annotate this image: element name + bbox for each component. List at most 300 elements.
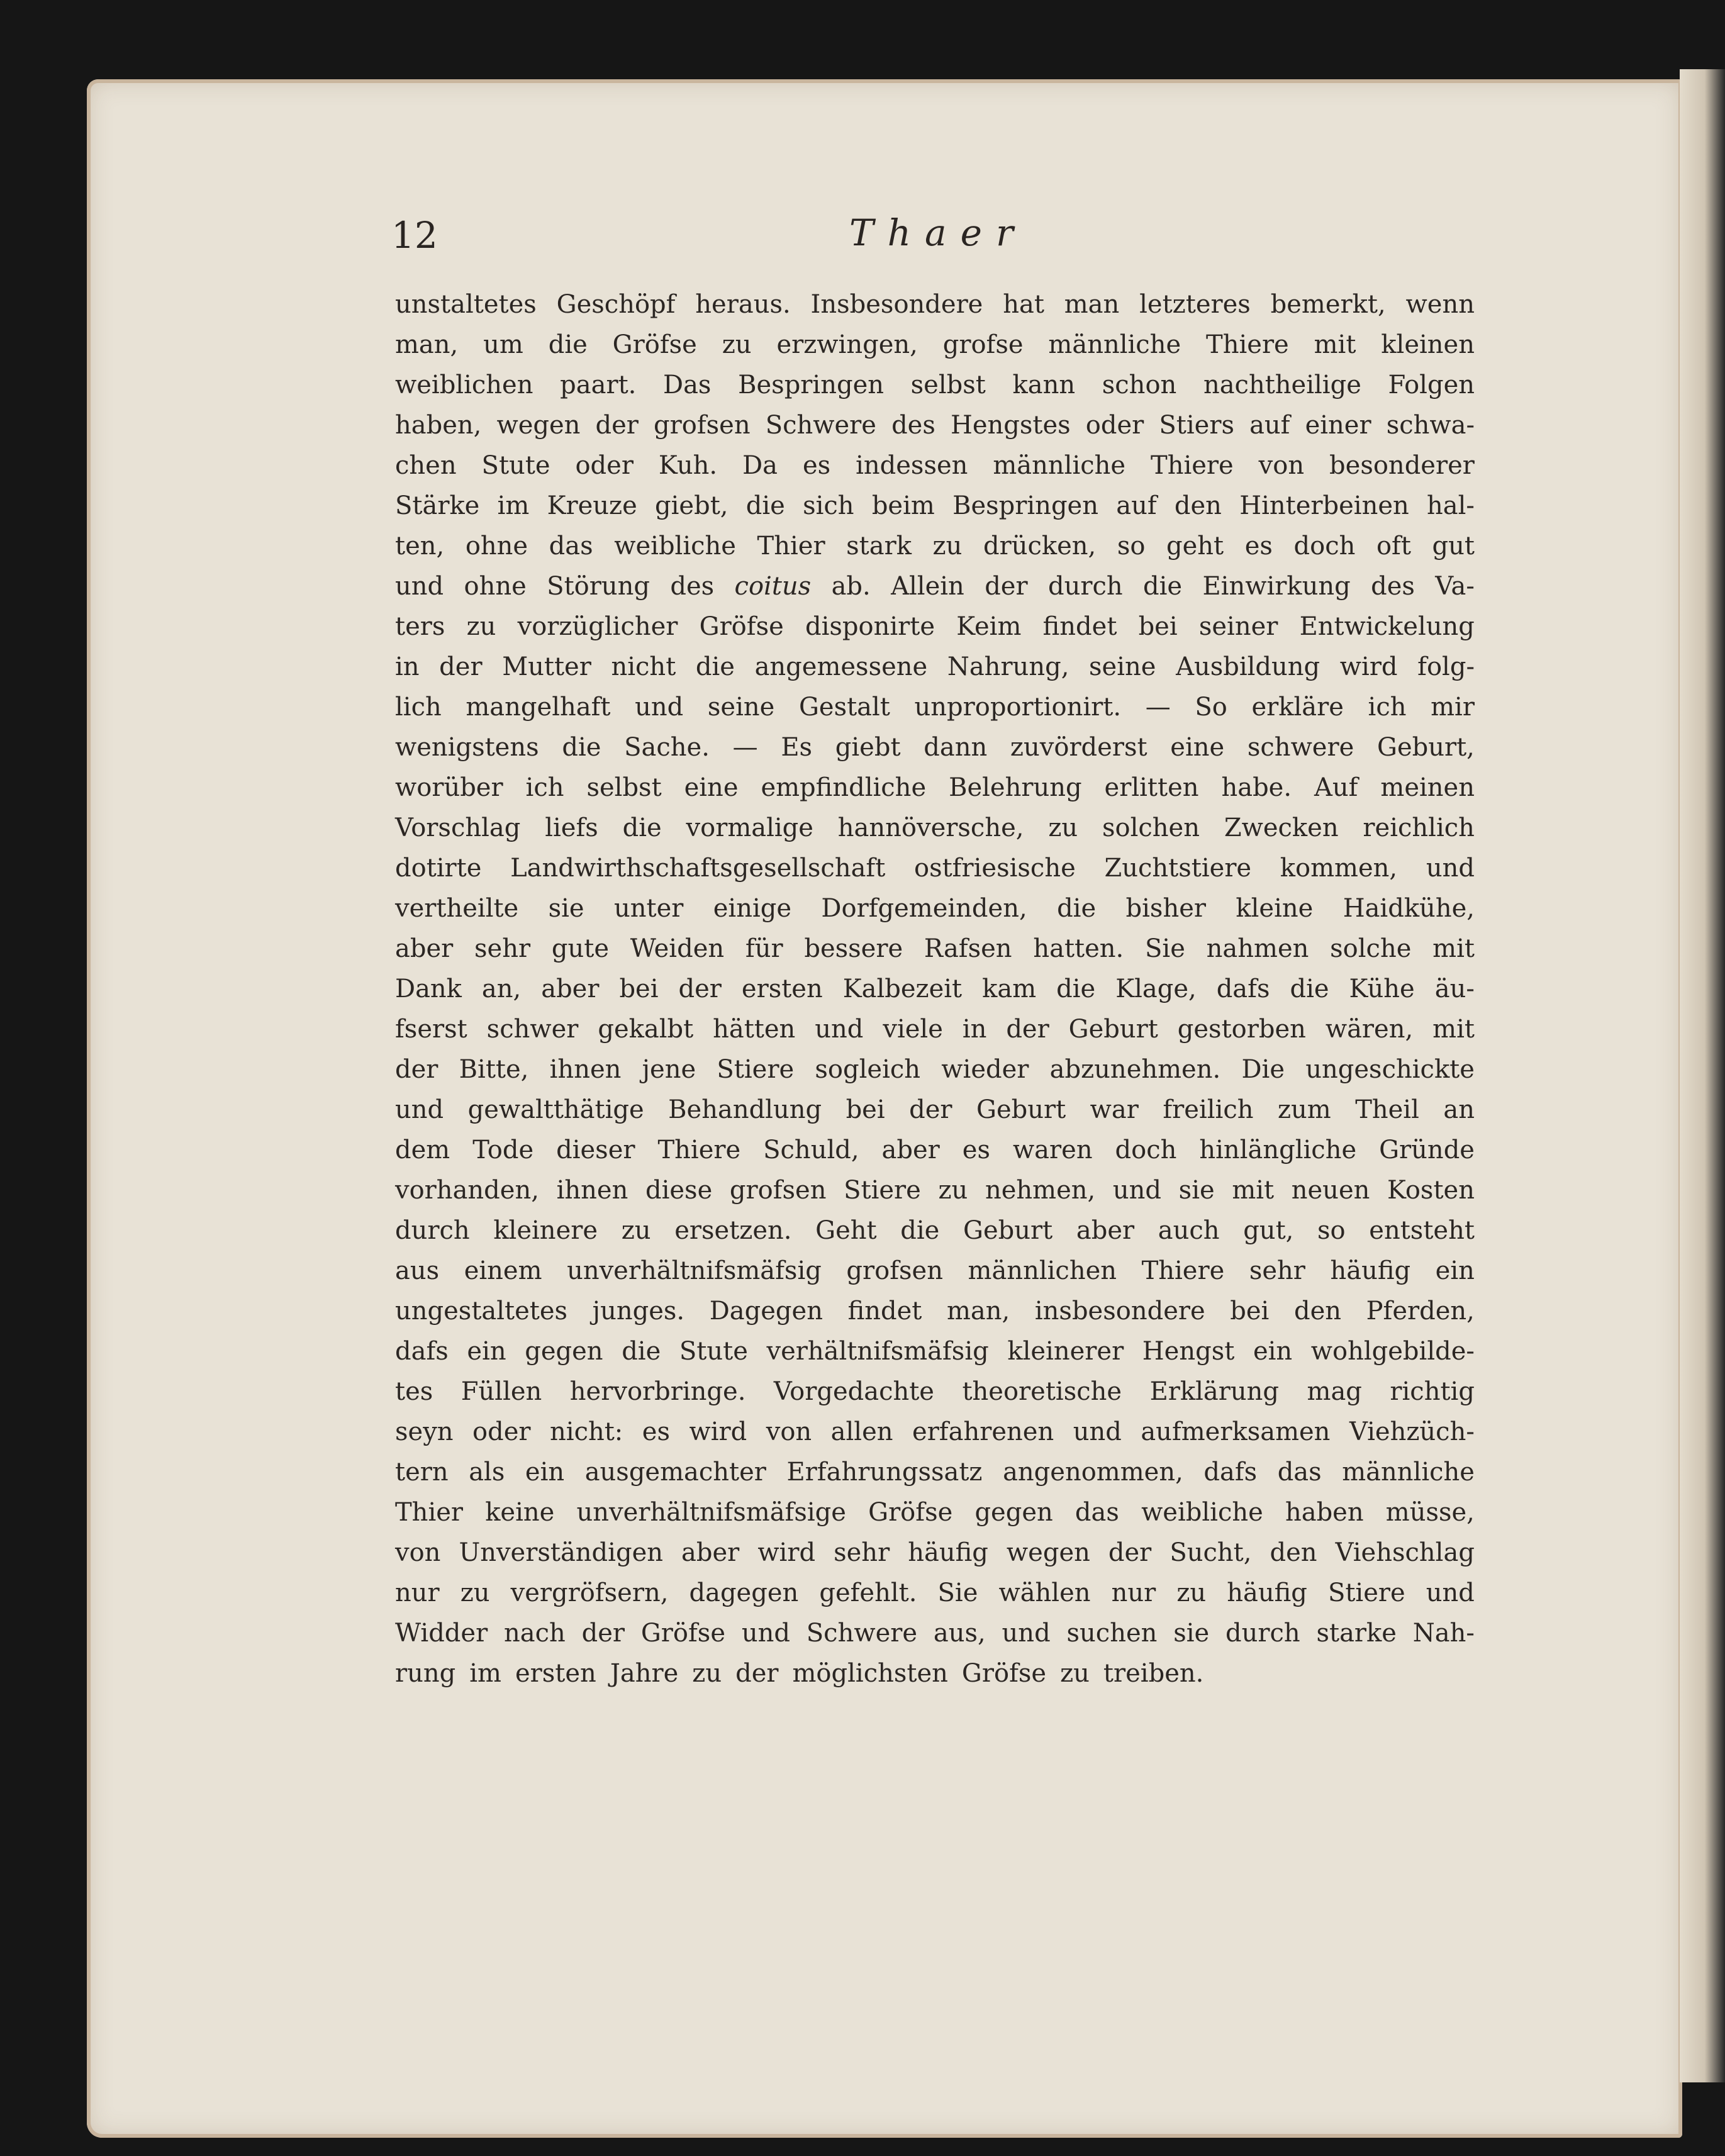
word: weibliche [1141,1498,1263,1527]
word: gut [1432,532,1475,561]
word: waren [1012,1136,1093,1165]
word: zu [692,1659,722,1688]
text-line [395,1291,1475,1331]
text-line [395,526,1475,566]
word: Kalbezeit [842,975,963,1003]
word: giebt, [655,491,729,520]
word: sie [1178,1176,1215,1205]
word: dann [924,733,988,762]
word: unter [613,894,684,923]
word: Sache. [624,733,710,762]
word: kleinere [493,1216,598,1245]
word: mir [1431,693,1475,722]
word: vorhanden, [395,1176,539,1205]
word: der [1108,1538,1152,1567]
word: Keim [956,612,1022,641]
word: stark [846,532,912,561]
word: besonderer [1329,451,1475,480]
text-line [395,1049,1475,1090]
word: selbst [586,773,662,802]
word: auf [1116,491,1157,520]
word: gut, [1243,1216,1294,1245]
word: Jahre [610,1659,679,1688]
word: angemessene [754,652,928,681]
word: die [900,1216,940,1245]
word: Füllen [461,1377,542,1406]
word: gegen [974,1498,1053,1527]
word: den [1293,1297,1342,1326]
text-line [395,1573,1475,1613]
word: Gründe [1379,1136,1475,1165]
word: Schwere [806,1619,918,1648]
word: treiben. [1103,1659,1204,1688]
word: möglichsten [792,1659,948,1688]
word: Kreuze [547,491,637,520]
word: bei [846,1095,885,1124]
word: kleinen [1381,330,1475,359]
word: wird [1339,652,1398,681]
next-page-edge [1680,69,1725,2082]
word: Gröfse [868,1498,953,1527]
word: in [395,652,420,681]
word: theoretische [962,1377,1122,1406]
word: solchen [1102,813,1200,842]
text-line [395,486,1475,526]
word: erkläre [1251,693,1344,722]
word: Vorschlag [395,813,521,842]
word: chen [395,451,457,480]
word: Allein [891,572,964,601]
word: die [1056,975,1096,1003]
word: Kuh. [658,451,718,480]
word: erfahrenen [912,1417,1054,1446]
word: wählen [998,1578,1091,1607]
word: Thiere [1151,451,1234,480]
word: die [622,813,662,842]
word: insbesondere [1034,1297,1205,1326]
word: hat [1003,290,1044,319]
word: sich [803,491,854,520]
word: seyn [395,1417,454,1446]
word: kann [1012,371,1076,399]
word: so [1317,1216,1346,1245]
word: Folgen [1388,371,1475,399]
word: Ausbildung [1176,652,1320,681]
word: ters [395,612,445,641]
word: oder [575,451,634,480]
word: ein [525,1458,565,1487]
word: bei [619,975,659,1003]
word: kleinerer [1007,1337,1124,1366]
word: dieser [556,1136,635,1165]
word: aber [1076,1216,1135,1245]
word: ersten [515,1659,596,1688]
text-line [395,325,1475,365]
word: grofse [942,330,1024,359]
word: ein [1435,1256,1475,1285]
word: grofsen [846,1256,943,1285]
word: aus, [933,1619,986,1648]
word: freilich [1163,1095,1254,1124]
word: Viehzüch- [1349,1417,1475,1446]
word: von [395,1538,441,1567]
word: Hengst [1142,1337,1235,1366]
word: Rafsen [924,934,1012,963]
word: die [1143,572,1183,601]
word: als [469,1458,505,1487]
text-line [395,687,1475,727]
word: mag [1307,1377,1362,1406]
word: der [909,1095,952,1124]
word: in [962,1015,987,1044]
text-line [395,848,1475,888]
word: entsteht [1369,1216,1475,1245]
word: Va- [1435,572,1475,601]
word: Stute [481,451,550,480]
word: doch [1115,1136,1177,1165]
word: aber [541,975,600,1003]
word: paart. [560,371,637,399]
word: Zwecken [1224,813,1339,842]
word: der [581,1619,625,1648]
word: ab. [831,572,871,601]
word: Landwirthschaftsgesellschaft [510,854,886,883]
text-line [395,1613,1475,1653]
word: letzteres [1139,290,1251,319]
word: Das [663,371,712,399]
word: äu- [1434,975,1475,1003]
text-line [395,1331,1475,1371]
word: verhältnifsmäfsig [766,1337,989,1366]
word: sehr [834,1538,890,1567]
word: häufig [1330,1256,1411,1285]
word: man [1064,290,1120,319]
word: einige [713,894,792,923]
word: ich [525,773,564,802]
word: zu [1048,813,1078,842]
text-line [395,1412,1475,1452]
word: auch [1158,1216,1220,1245]
word: und [1073,1417,1122,1446]
word: hervorbringe. [569,1377,746,1406]
word: gekalbt [598,1015,694,1044]
word: Sie [1145,934,1185,963]
word: die [695,652,735,681]
text-line [395,808,1475,848]
word: Nah- [1412,1619,1475,1648]
word: durch [1225,1619,1300,1648]
text-line [395,365,1475,405]
word: findet [847,1297,922,1326]
text-line [395,768,1475,808]
word: grofsen [729,1176,827,1205]
word: Belehrung [949,773,1082,802]
word: dotirte [395,854,482,883]
word: Sucht, [1170,1538,1252,1567]
word: bessere [804,934,903,963]
word: fserst [395,1015,467,1044]
word: wegen [1006,1538,1090,1567]
word: Thiere [1141,1256,1225,1285]
text-line [395,1090,1475,1130]
word: reichlich [1363,813,1475,842]
word: Stiers [1159,411,1234,440]
word: Behandlung [668,1095,822,1124]
word: der [1006,1015,1049,1044]
word: wird [757,1538,816,1567]
word: der [678,975,722,1003]
word: sogleich [815,1055,921,1084]
word: empfindliche [761,773,927,802]
word: sehr [1249,1256,1305,1285]
word: viele [883,1015,943,1044]
word: Da [742,451,778,480]
word: drücken, [983,532,1097,561]
word: Sie [937,1578,978,1607]
word: kleine [1236,894,1314,923]
word: der [439,652,483,681]
text-line [395,1653,1475,1694]
word: zu [1060,1659,1090,1688]
word: Geburt [1068,1015,1158,1044]
word: Dorfgemeinden, [821,894,1027,923]
word: Geburt [963,1216,1053,1245]
word: schon [1102,371,1177,399]
word: ein [467,1337,506,1366]
word: Pferden, [1366,1297,1475,1326]
word: weibliche [614,532,736,561]
word: Entwickelung [1299,612,1475,641]
word: an [1443,1095,1475,1124]
word: Widder [395,1619,488,1648]
text-line [395,1251,1475,1291]
word: Störung [547,572,650,601]
word: Thiere [1206,330,1289,359]
word: sie [1173,1619,1210,1648]
word: Geht [815,1216,877,1245]
word: ersetzen. [674,1216,792,1245]
word: es [1244,532,1273,561]
word: tes [395,1377,433,1406]
text-line [395,606,1475,647]
text-line [395,1130,1475,1170]
word: suchen [1066,1619,1158,1648]
word: es [802,451,831,480]
word: oder [472,1417,531,1446]
word: bei [1138,612,1178,641]
text-line [395,1009,1475,1049]
word: und [1426,854,1475,883]
word: diese [645,1176,713,1205]
word: bei [1230,1297,1270,1326]
word: haben [1285,1498,1364,1527]
word: grofsen [654,411,751,440]
word: nahmen [1206,934,1309,963]
word: Bitte, [459,1055,529,1084]
word: dafs [1203,1458,1258,1487]
word: und [1002,1619,1051,1648]
word: haben, [395,411,482,440]
word: beim [871,491,935,520]
word: Bespringen [738,371,885,399]
word: Geschöpf [556,290,676,319]
word: Kosten [1387,1176,1475,1205]
word: erzwingen, [776,330,918,359]
word: Haidkühe, [1343,894,1475,923]
text-line [395,445,1475,486]
word: Insbesondere [810,290,983,319]
word: ungestaltetes [395,1297,568,1326]
word: kommen, [1280,854,1398,883]
word: indessen [856,451,968,480]
word: seine [707,693,775,722]
word: von [1258,451,1305,480]
word: mit [1432,934,1475,963]
word: Dagegen [709,1297,823,1326]
word: giebt [835,733,901,762]
word: Weiden [630,934,725,963]
word: und [815,1015,864,1044]
word: zu [722,330,752,359]
word: zu [466,612,496,641]
text-line [395,888,1475,929]
word: ausgemachter [584,1458,766,1487]
word: Geburt, [1376,733,1475,762]
word: Schwere [765,411,876,440]
word: aufmerksamen [1141,1417,1331,1446]
word: bemerkt, [1270,290,1386,319]
word: und [395,1095,444,1124]
word: eine [1170,733,1225,762]
word: oder [1085,411,1144,440]
word: häufig [908,1538,988,1567]
word: männliche [1342,1458,1475,1487]
word: findet [1042,612,1117,641]
word: zu [1176,1578,1207,1607]
word: zu [932,532,963,561]
word: Dank [395,975,462,1003]
word: für [745,934,783,963]
word: eine [684,773,739,802]
word: die [622,1337,661,1366]
word: Stute [679,1337,748,1366]
word: ihnen [556,1176,628,1205]
word: und [395,572,444,601]
word: hinlängliche [1199,1136,1357,1165]
word: man, [395,330,459,359]
text-line [395,405,1475,445]
text-line [395,1210,1475,1251]
word: und [1112,1176,1162,1205]
word: erlitten [1104,773,1199,802]
word: aber [395,934,454,963]
word: hal- [1427,491,1475,520]
word: Thiere [657,1136,741,1165]
body-text [395,284,1475,1694]
word: sie [548,894,584,923]
word: Kühe [1349,975,1415,1003]
word: dagegen [689,1578,799,1607]
word: der [595,411,639,440]
word: Hengstes [950,411,1071,440]
word: ohne [465,532,528,561]
word: und [635,693,684,722]
word: ich [1368,693,1407,722]
word: des [1371,572,1415,601]
word: vorzüglicher [517,612,678,641]
word: wenn [1405,290,1475,319]
word: aber [681,1538,740,1567]
word: dem [395,1136,450,1165]
word: im [469,1659,501,1688]
word: auf [1249,411,1290,440]
word: schwa- [1386,411,1475,440]
word: zu [938,1176,968,1205]
word: schwer [486,1015,579,1044]
word: an, [481,975,522,1003]
text-line [395,969,1475,1009]
word: mit [1232,1176,1275,1205]
text-line [395,1452,1475,1492]
word: das [549,532,593,561]
word: es [962,1136,990,1165]
word: Stiere [844,1176,921,1205]
word: einer [1305,411,1371,440]
word: müsse, [1385,1498,1475,1527]
word: rung [395,1659,456,1688]
word: schwere [1247,733,1354,762]
word: wohlgebilde- [1310,1337,1475,1366]
word: folg- [1417,652,1475,681]
word: Stärke [395,491,480,520]
word: häufig [1227,1578,1307,1607]
word: war [1090,1095,1139,1124]
word: die [745,491,785,520]
word: der [985,572,1028,601]
word: Tode [472,1136,534,1165]
word: vertheilte [395,894,519,923]
word: tern [395,1458,449,1487]
word: mangelhaft [466,693,611,722]
word: das [1075,1498,1119,1527]
text-line [395,566,1475,606]
word: nur [1111,1578,1156,1607]
word: durch [395,1216,470,1245]
word: Einwirkung [1202,572,1351,601]
word: disponirte [805,612,935,641]
word: solche [1330,934,1412,963]
word: hätten [713,1015,796,1044]
running-head: Thaer [849,211,1027,254]
word: ungeschickte [1305,1055,1475,1084]
page-number: 12 [391,214,438,257]
word: weiblichen [395,371,533,399]
word: Hinterbeinen [1239,491,1409,520]
word: wenigstens [395,733,539,762]
word: Zuchtstiere [1104,854,1252,883]
word: aus [395,1256,440,1285]
word: ten, [395,532,445,561]
word: Stiere [717,1055,795,1084]
text-line [395,727,1475,768]
word: den [1174,491,1222,520]
word: man, [946,1297,1010,1326]
word: lich [395,693,442,722]
word: von [766,1417,812,1446]
word: unverhältnifsmäfsig [567,1256,822,1285]
word: männlichen [968,1256,1117,1285]
word: die [562,733,601,762]
